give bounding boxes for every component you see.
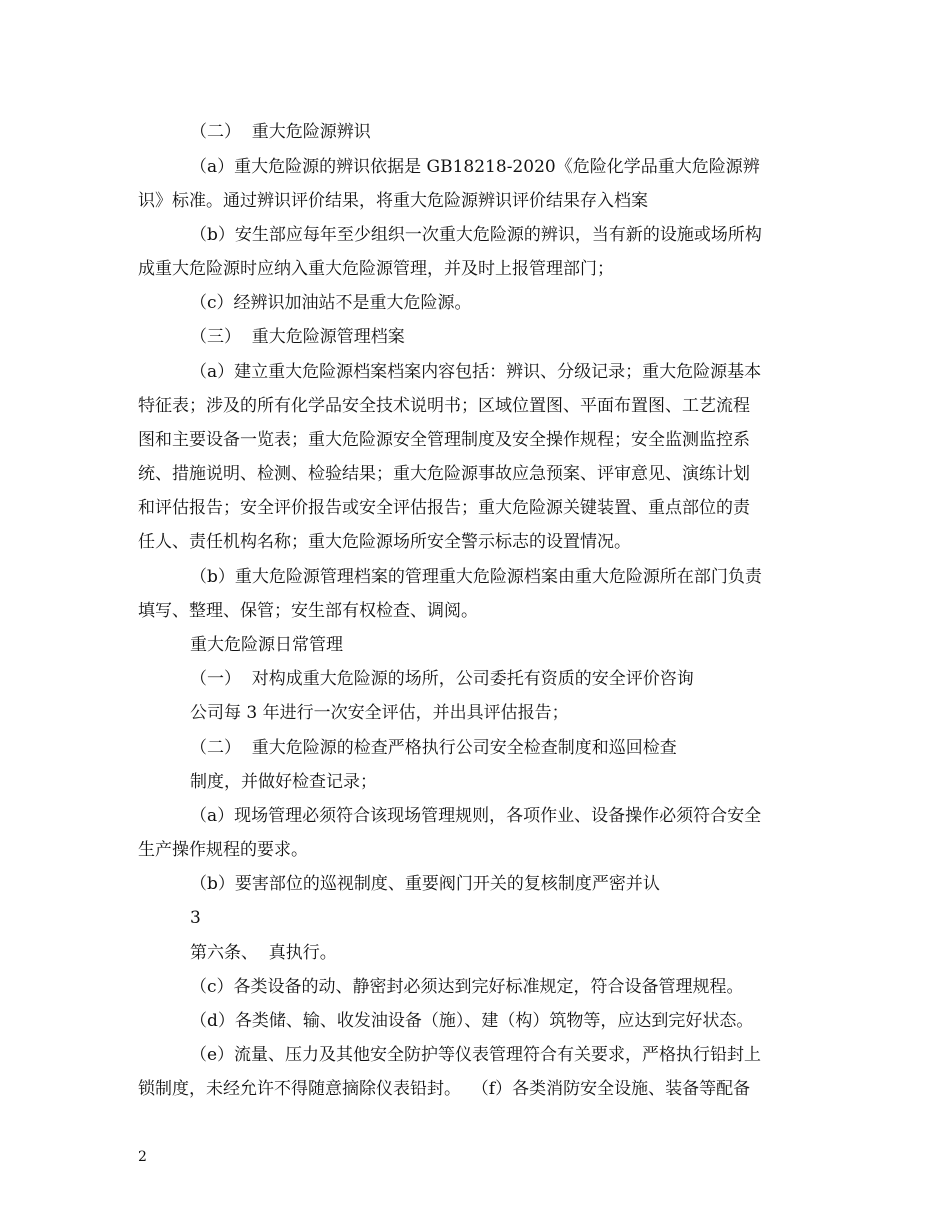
paragraph-line: （b）要害部位的巡视制度、重要阀门开关的复核制度严密并认 [190,874,660,894]
paragraph-line: 成重大危险源时应纳入重大危险源管理，并及时上报管理部门； [138,259,614,279]
paragraph-line: （b）安生部应每年至少组织一次重大危险源的辨识，当有新的设施或场所构 [190,225,762,245]
paragraph-line: 制度，并做好检查记录； [190,772,377,792]
inline-number: 3 [190,908,201,928]
paragraph-line: （二） 重大危险源的检查严格执行公司安全检查制度和巡回检查 [190,738,677,758]
paragraph-line: 任人、责任机构名称；重大危险源场所安全警示标志的设置情况。 [138,532,631,552]
paragraph-line: （a）现场管理必须符合该现场管理规则，各项作业、设备操作必须符合安全 [190,806,762,826]
paragraph-line: 填写、整理、保管；安生部有权检查、调阅。 [138,601,478,621]
paragraph-line: （a）重大危险源的辨识依据是 GB18218-2020《危险化学品重大危险源辨 [190,157,760,177]
section-heading: （三） 重大危险源管理档案 [190,327,405,347]
section-heading: （二） 重大危险源辨识 [190,122,371,142]
paragraph-line: （e）流量、压力及其他安全防护等仪表管理符合有关要求，严格执行铅封上 [190,1045,762,1065]
paragraph-line: 图和主要设备一览表；重大危险源安全管理制度及安全操作规程；安全监测监控系 [138,430,750,450]
paragraph-line: 特征表；涉及的所有化学品安全技术说明书；区域位置图、平面布置图、工艺流程 [138,396,750,416]
paragraph-line: （c）各类设备的动、静密封必须达到完好标准规定，符合设备管理规程。 [190,977,744,997]
paragraph-line: 和评估报告；安全评价报告或安全评估报告；重大危险源关键装置、重点部位的责 [138,498,750,518]
paragraph-line: 识》标准。通过辨识评价结果，将重大危险源辨识评价结果存入档案 [138,191,648,211]
paragraph-line: （a）建立重大危险源档案档案内容包括：辨识、分级记录；重大危险源基本 [190,362,762,382]
paragraph-line: （d）各类储、输、收发油设备（施）、建（构）筑物等，应达到完好状态。 [190,1011,754,1031]
paragraph-line: 公司每 3 年进行一次安全评估，并出具评估报告； [190,703,569,723]
paragraph-line: 生产操作规程的要求。 [138,840,308,860]
paragraph-line: （一） 对构成重大危险源的场所，公司委托有资质的安全评价咨询 [190,669,694,689]
paragraph-line: 锁制度，未经允许不得随意摘除仪表铅封。 （f）各类消防安全设施、装备等配备 [138,1079,751,1099]
paragraph-line: 统、措施说明、检测、检验结果；重大危险源事故应急预案、评审意见、演练计划 [138,464,750,484]
paragraph-line: （c）经辨识加油站不是重大危险源。 [190,293,472,313]
page-number: 2 [138,1149,147,1165]
article-heading: 第六条、 真执行。 [190,943,337,963]
paragraph-line: （b）重大危险源管理档案的管理重大危险源档案由重大危险源所在部门负责 [190,567,762,587]
section-heading: 重大危险源日常管理 [190,635,343,655]
